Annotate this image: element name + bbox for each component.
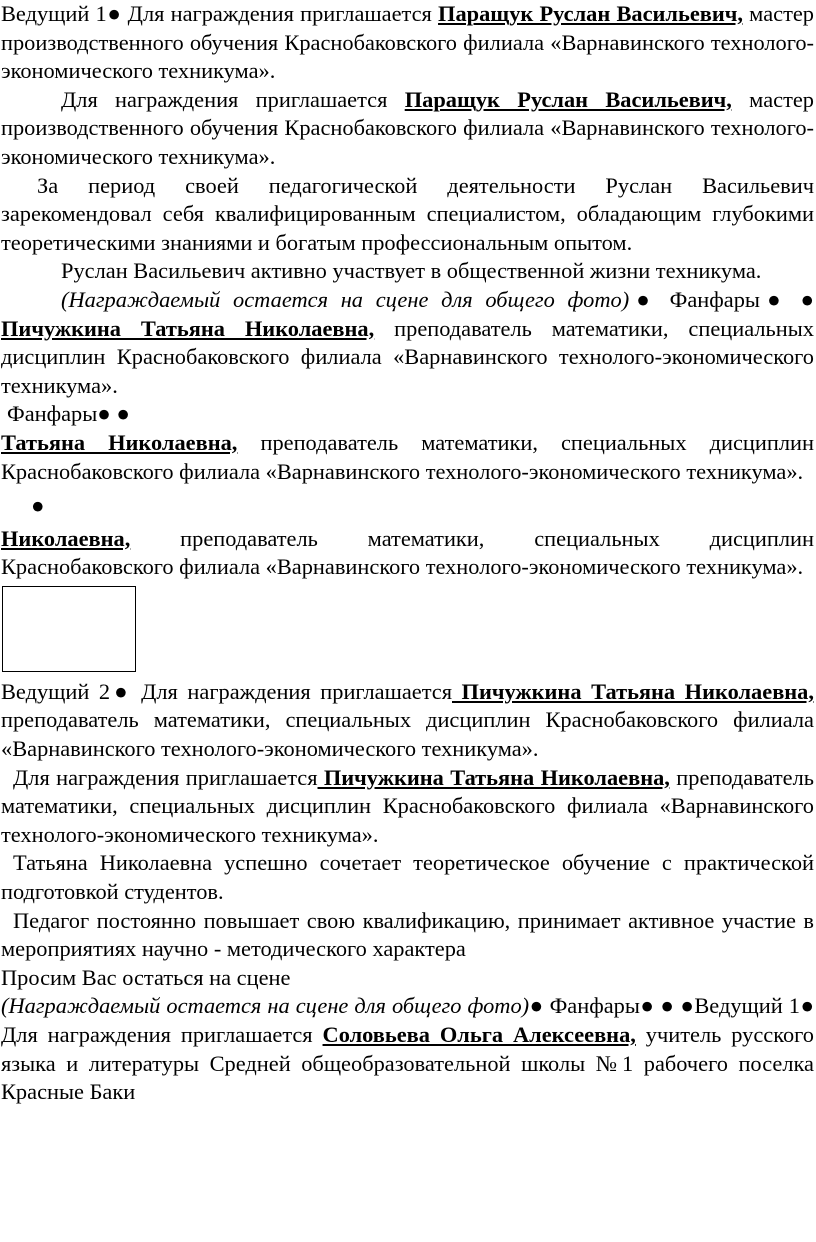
awardee-description: мастер производственного обучения Краснобаковского филиала «Варнавинского технолого-экономического техникума».: [1, 1, 814, 84]
paragraph-host2-intro: [1, 678, 814, 764]
paragraph-stage-note-2: [1, 992, 814, 1106]
fanfare-text: Фанфары: [543, 993, 640, 1019]
awardee-name: Пичужкина Татьяна Николаевна,: [317, 764, 670, 790]
awardee-name: Пичужкина Татьяна Николаевна,: [452, 678, 814, 704]
intro-text: Для награждения приглашается: [61, 86, 405, 112]
awardee-name: Татьяна Николаевна,: [1, 429, 238, 455]
bullet-dot: ●: [529, 993, 544, 1019]
bullet-dot: ●: [110, 678, 132, 704]
image-placeholder: [2, 586, 136, 672]
paragraph-host1-intro: [1, 0, 814, 86]
paragraph-invite-1: [1, 86, 814, 172]
awardee-description: преподаватель математики, специальных дисциплин Краснобаковского филиала «Варнавинского технолого-экономического техникума».: [1, 429, 814, 484]
paragraph-activity: Руслан Васильевич активно участвует в общественной жизни техникума.: [61, 258, 762, 284]
paragraph-invite-2: [1, 764, 814, 850]
bullet-dot: ●: [106, 1, 122, 26]
paragraph-stay-request: Просим Вас остаться на сцене: [1, 964, 291, 990]
fanfare-text: Фанфары: [656, 286, 760, 312]
bullet-dot: ●: [629, 286, 657, 312]
stage-direction: (Награждаемый остается на сцене для общего фото): [61, 286, 630, 312]
paragraph-qualification: Педагог постоянно повышает свою квалификацию, принимает активное участие в мероприятиях научно - методического характера: [1, 907, 814, 962]
speaker-label: Ведущий 1: [1, 1, 107, 26]
paragraph-awardee-2-short: [1, 429, 814, 486]
awardee-description: преподаватель математики, специальных дисциплин Краснобаковского филиала «Варнавинского технолого-экономического техникума».: [1, 764, 814, 847]
awardee-name: Паращук Руслан Васильевич,: [404, 86, 732, 112]
stage-direction: (Награждаемый остается на сцене для общего фото): [1, 993, 530, 1019]
awardee-description: мастер производственного обучения Краснобаковского филиала «Варнавинского технолого-экономического техникума».: [1, 86, 814, 169]
bullet-dot: ●: [800, 993, 814, 1019]
intro-text: Для награждения приглашается: [1, 1022, 323, 1047]
intro-text: Для награждения приглашается: [121, 1, 439, 26]
bullet-dots: ● ● ●: [639, 993, 695, 1019]
bullet-dots: ● ●: [97, 401, 130, 427]
awardee-description: преподаватель математики, специальных дисциплин Краснобаковского филиала «Варнавинского технолого-экономического техникума».: [1, 315, 814, 398]
paragraph-awardee-2-shortest: [1, 525, 814, 582]
paragraph-teaching: Татьяна Николаевна успешно сочетает теоретическое обучение с практической подготовкой студентов.: [1, 850, 814, 905]
awardee-name: Пичужкина Татьяна Николаевна,: [1, 315, 375, 341]
paragraph-awardee-2: [1, 315, 814, 401]
intro-text: Для награждения приглашается: [13, 764, 318, 790]
awardee-description: преподаватель математики, специальных дисциплин Краснобаковского филиала «Варнавинского технолого-экономического техникума».: [1, 525, 814, 580]
awardee-name: Паращук Руслан Васильевич,: [438, 1, 743, 26]
speaker-label: Ведущий 2: [1, 678, 111, 704]
bullet-dots: ● ●: [759, 286, 814, 312]
awardee-description: преподаватель математики, специальных дисциплин Краснобаковского филиала «Варнавинского технолого-экономического техникума».: [1, 707, 814, 762]
awardee-name: Николаевна,: [1, 525, 131, 551]
intro-text: Для награждения приглашается: [131, 678, 452, 704]
speaker-label: Ведущий 1: [694, 993, 800, 1019]
paragraph-lone-dot: [1, 492, 814, 521]
bullet-dot: ●: [31, 493, 45, 519]
paragraph-career: За период своей педагогической деятельности Руслан Васильевич зарекомендовал себя квалифицированным специалистом, обладающим глубокими теоретическими знаниями и богатым профессиональным опытом.: [1, 172, 814, 255]
paragraph-stage-note-1: [1, 286, 814, 315]
awardee-name: Соловьева Ольга Алексеевна,: [322, 1022, 636, 1047]
paragraph-fanfare: [1, 400, 814, 429]
fanfare-text: Фанфары: [7, 401, 98, 427]
awardee-description: учитель русского языка и литературы Средней общеобразовательной школы №1 рабочего поселка Красные Баки: [1, 1022, 814, 1105]
